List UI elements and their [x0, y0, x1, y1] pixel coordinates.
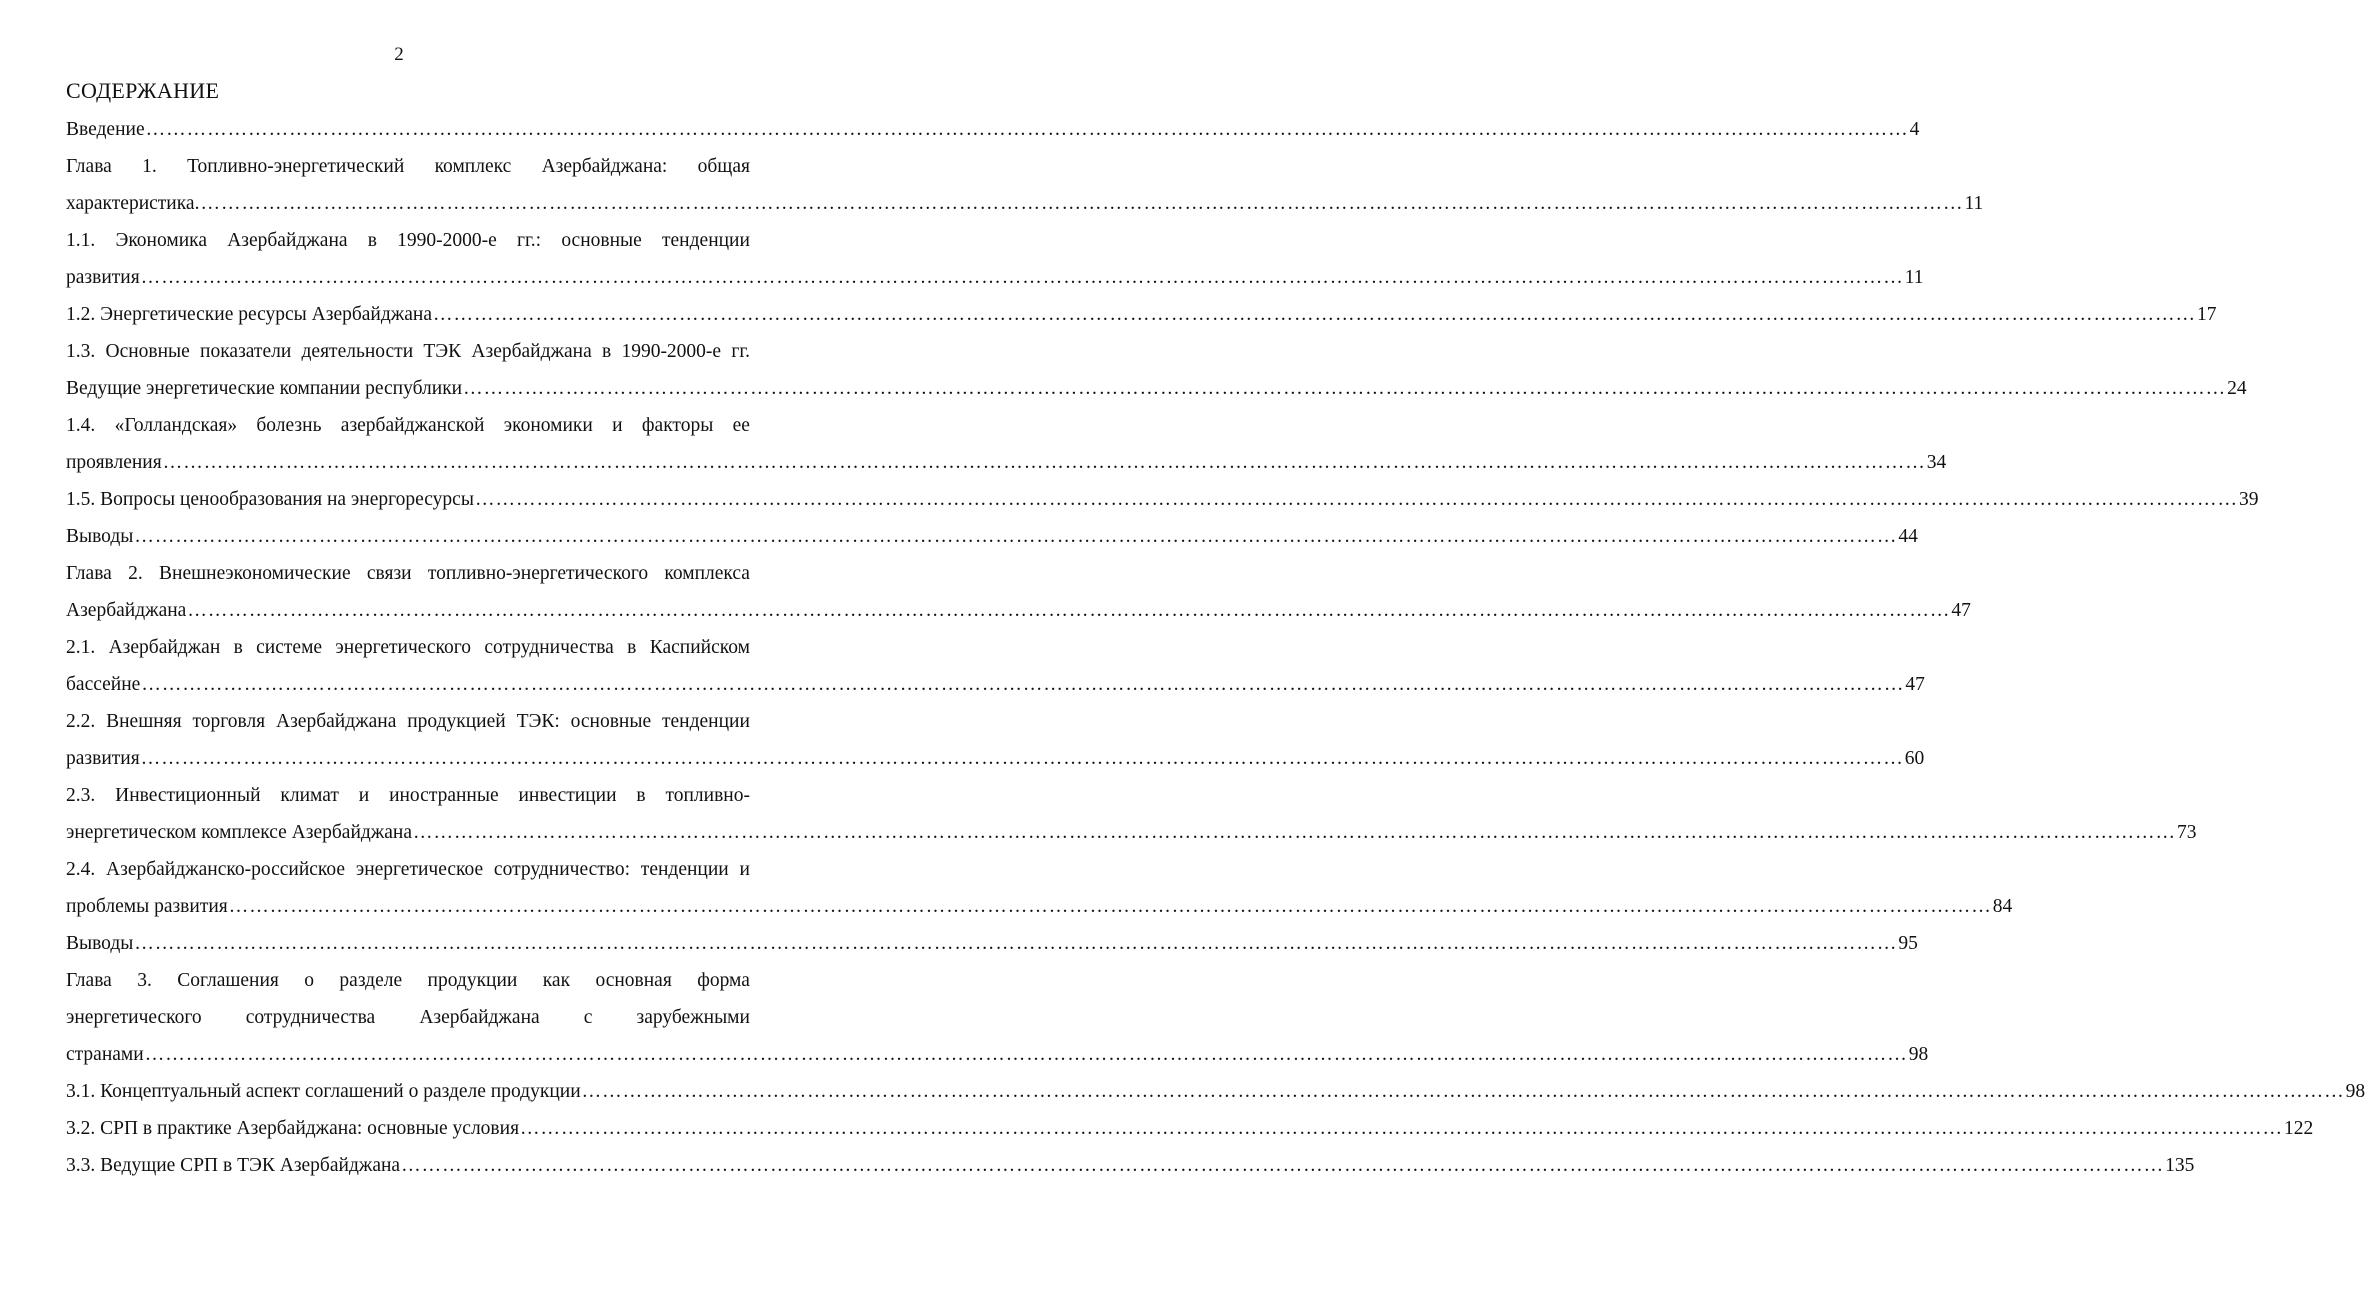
- toc-word: Азербайджан: [108, 637, 221, 658]
- dot-leader: ……………………………………………………………………………………………………………………………………………………………………………………………………………………………………: [144, 1044, 1908, 1065]
- toc-word: 2.: [128, 563, 143, 584]
- toc-entry-title: 3.1. Концептуальный аспект соглашений о разделе продукции: [66, 1081, 581, 1102]
- toc-entry-last-line: [66, 1073, 2365, 1110]
- toc-word: комплекс: [434, 156, 512, 177]
- toc-entry-title: бассейне: [66, 674, 141, 695]
- toc-word: в: [233, 637, 243, 658]
- toc-entry-line: [66, 777, 750, 814]
- toc-entry: [66, 518, 1918, 555]
- toc-entry-title: Введение: [66, 119, 145, 140]
- toc-entry-title: характеристика.: [66, 193, 200, 214]
- toc-entry: [66, 962, 1929, 1073]
- toc-entry-title: проявления: [66, 452, 162, 473]
- toc-entry-last-line: [66, 1147, 2195, 1184]
- toc-word: и: [358, 785, 370, 806]
- toc-word: разделе: [339, 970, 403, 991]
- toc-entry: [66, 629, 1925, 703]
- toc-word: 2.4.: [66, 859, 96, 880]
- toc-entry-line: [66, 851, 750, 888]
- toc-entry-title: странами: [66, 1044, 144, 1065]
- dot-leader: ……………………………………………………………………………………………………………………………………………………………………………………………………………………………………: [413, 822, 2177, 843]
- toc-entry-last-line: [66, 1110, 2314, 1147]
- dot-leader: ……………………………………………………………………………………………………………………………………………………………………………………………………………………………………: [401, 1155, 2165, 1176]
- toc-word: основные: [561, 230, 642, 251]
- dot-leader: ……………………………………………………………………………………………………………………………………………………………………………………………………………………………………: [134, 526, 1898, 547]
- toc-entry: [66, 777, 2197, 851]
- toc-entry: [66, 407, 1947, 481]
- toc-word: Соглашения: [177, 970, 279, 991]
- toc-word: 1.: [142, 156, 157, 177]
- toc-word: сотрудничества: [484, 637, 614, 658]
- toc-word: гг.:: [517, 230, 542, 251]
- toc-entry-last-line: [66, 666, 1925, 703]
- toc-entry: [66, 481, 2259, 518]
- toc-word: климат: [280, 785, 339, 806]
- toc-word: «Голландская»: [114, 415, 238, 436]
- toc-word: болезнь: [256, 415, 322, 436]
- toc-word: азербайджанской: [340, 415, 485, 436]
- toc-word: о: [304, 970, 315, 991]
- dot-leader: ……………………………………………………………………………………………………………………………………………………………………………………………………………………………………: [140, 267, 1904, 288]
- dot-leader: ……………………………………………………………………………………………………………………………………………………………………………………………………………………………………: [581, 1081, 2345, 1102]
- toc-entry-line: [66, 148, 750, 185]
- page-number: 2: [394, 44, 404, 65]
- toc-entry: [66, 703, 1925, 777]
- toc-word: сотрудничества: [245, 1007, 376, 1028]
- toc-word: топливно-энергетического: [427, 563, 649, 584]
- toc-entry-line: [66, 222, 750, 259]
- dot-leader: ……………………………………………………………………………………………………………………………………………………………………………………………………………………………………: [162, 452, 1926, 473]
- toc-entry: [66, 851, 2013, 925]
- toc-entry-last-line: [66, 814, 2197, 851]
- toc-entry-line: [66, 407, 750, 444]
- toc-entry: [66, 1147, 2195, 1184]
- toc-word: Инвестиционный: [115, 785, 261, 806]
- toc-word: в: [636, 785, 646, 806]
- toc-entry-title: 1.5. Вопросы ценообразования на энергоресурсы: [66, 489, 474, 510]
- toc-entry-title: Азербайджана: [66, 600, 187, 621]
- toc-word: Топливно-энергетический: [187, 156, 405, 177]
- toc-word: Азербайджана: [276, 711, 397, 732]
- toc-page-number: 60: [1904, 748, 1925, 769]
- toc-word: основная: [595, 970, 672, 991]
- toc-word: с: [583, 1007, 593, 1028]
- toc-page-number: 95: [1898, 933, 1918, 954]
- toc-word: 1990-2000-е: [397, 230, 497, 251]
- toc-entry-title: 1.2. Энергетические ресурсы Азербайджана: [66, 304, 432, 325]
- toc-page-number: 73: [2177, 822, 2197, 843]
- dot-leader: ……………………………………………………………………………………………………………………………………………………………………………………………………………………………………: [134, 933, 1898, 954]
- toc-entry-last-line: [66, 481, 2259, 518]
- toc-entry-title: Ведущие энергетические компании республики: [66, 378, 463, 399]
- toc-word: ТЭК:: [516, 711, 560, 732]
- toc-entry: [66, 111, 1920, 148]
- toc-word: сотрудничество:: [493, 859, 631, 880]
- toc-word: 2.3.: [66, 785, 96, 806]
- toc-word: 2.1.: [66, 637, 96, 658]
- toc-entry: [66, 222, 1924, 296]
- toc-word: комплекса: [664, 563, 750, 584]
- toc-page-number: 44: [1898, 526, 1918, 547]
- toc-word: 1.4.: [66, 415, 96, 436]
- toc-word: энергетическое: [355, 859, 484, 880]
- dot-leader: ……………………………………………………………………………………………………………………………………………………………………………………………………………………………………: [145, 119, 1909, 140]
- toc-page-number: 47: [1905, 674, 1925, 695]
- toc-entry: [66, 333, 2247, 407]
- toc-word: Внешнеэкономические: [159, 563, 351, 584]
- toc-page-number: 84: [1992, 896, 2013, 917]
- toc-word: тенденции: [662, 230, 750, 251]
- toc-page-number: 122: [2284, 1118, 2314, 1139]
- toc-entry-title: развития: [66, 748, 140, 769]
- toc-word: ТЭК: [423, 341, 462, 362]
- toc-entry-title: развития: [66, 267, 140, 288]
- toc-word: Глава: [66, 563, 112, 584]
- toc-word: Азербайджана: [227, 230, 348, 251]
- toc-entry-last-line: [66, 592, 1971, 629]
- dot-leader: ……………………………………………………………………………………………………………………………………………………………………………………………………………………………………: [463, 378, 2227, 399]
- dot-leader: ……………………………………………………………………………………………………………………………………………………………………………………………………………………………………: [228, 896, 1992, 917]
- toc-word: как: [542, 970, 571, 991]
- toc-entry: [66, 296, 2217, 333]
- toc-entry-line: [66, 962, 750, 999]
- toc-word: энергетического: [66, 1007, 202, 1028]
- toc-page-number: 4: [1909, 119, 1920, 140]
- toc-page-number: 47: [1951, 600, 1971, 621]
- toc-word: 1.1.: [66, 230, 96, 251]
- toc-word: топливно-: [665, 785, 750, 806]
- toc-word: зарубежными: [636, 1007, 750, 1028]
- toc-entry-line: [66, 555, 750, 592]
- toc-word: Азербайджанско-российское: [106, 859, 346, 880]
- toc-entry-last-line: [66, 185, 1984, 222]
- dot-leader: ……………………………………………………………………………………………………………………………………………………………………………………………………………………………………: [433, 304, 2196, 325]
- toc-entry-last-line: [66, 518, 1918, 555]
- toc-word: показатели: [200, 341, 292, 362]
- toc-word: Азербайджана: [471, 341, 592, 362]
- toc-entry-last-line: [66, 259, 1924, 296]
- table-of-contents: [66, 111, 2365, 1184]
- toc-entry-title: 3.2. СРП в практике Азербайджана: основные условия: [66, 1118, 520, 1139]
- toc-word: 3.: [137, 970, 152, 991]
- toc-word: Основные: [105, 341, 190, 362]
- toc-word: форма: [697, 970, 750, 991]
- toc-word: экономики: [503, 415, 593, 436]
- toc-word: Азербайджана:: [541, 156, 668, 177]
- toc-word: 1990-2000-е: [621, 341, 722, 362]
- toc-page-number: 11: [1964, 193, 1984, 214]
- toc-entry-line: [66, 999, 750, 1036]
- toc-word: Внешняя: [106, 711, 182, 732]
- toc-word: 2.2.: [66, 711, 96, 732]
- toc-entry-last-line: [66, 1036, 1929, 1073]
- toc-word: Глава: [66, 156, 112, 177]
- toc-entry-title: Выводы: [66, 526, 134, 547]
- toc-word: деятельности: [301, 341, 414, 362]
- toc-word: Каспийском: [649, 637, 750, 658]
- toc-entry-last-line: [66, 888, 2013, 925]
- toc-word: Экономика: [115, 230, 207, 251]
- toc-word: иностранные: [389, 785, 499, 806]
- toc-entry-line: [66, 333, 750, 370]
- toc-entry-last-line: [66, 444, 1947, 481]
- dot-leader: ……………………………………………………………………………………………………………………………………………………………………………………………………………………………………: [520, 1118, 2284, 1139]
- dot-leader: ……………………………………………………………………………………………………………………………………………………………………………………………………………………………………: [141, 674, 1905, 695]
- toc-word: факторы: [641, 415, 714, 436]
- toc-word: связи: [366, 563, 412, 584]
- toc-word: основные: [570, 711, 652, 732]
- toc-word: Азербайджана: [419, 1007, 540, 1028]
- toc-entry: [66, 1110, 2314, 1147]
- toc-page-number: 24: [2227, 378, 2247, 399]
- toc-page-number: 17: [2197, 304, 2217, 325]
- dot-leader: ……………………………………………………………………………………………………………………………………………………………………………………………………………………………………: [140, 748, 1904, 769]
- toc-page-number: 98: [1908, 1044, 1929, 1065]
- toc-entry-title: Выводы: [66, 933, 134, 954]
- toc-page-number: 98: [2345, 1081, 2365, 1102]
- toc-word: системе: [256, 637, 323, 658]
- toc-page-number: 34: [1926, 452, 1947, 473]
- dot-leader: ……………………………………………………………………………………………………………………………………………………………………………………………………………………………………: [200, 193, 1964, 214]
- toc-word: в: [601, 341, 612, 362]
- toc-entry: [66, 1073, 2365, 1110]
- toc-entry-last-line: [66, 740, 1925, 777]
- toc-word: в: [627, 637, 637, 658]
- toc-page-number: 135: [2165, 1155, 2195, 1176]
- dot-leader: ……………………………………………………………………………………………………………………………………………………………………………………………………………………………………: [474, 489, 2238, 510]
- toc-page-number: 39: [2238, 489, 2259, 510]
- toc-entry: [66, 925, 1918, 962]
- toc-word: продукцией: [407, 711, 506, 732]
- toc-word: торговля: [192, 711, 266, 732]
- toc-entry: [66, 148, 1984, 222]
- toc-entry-last-line: [66, 111, 1920, 148]
- toc-page-number: 11: [1904, 267, 1924, 288]
- toc-entry-title: 3.3. Ведущие СРП в ТЭК Азербайджана: [66, 1155, 401, 1176]
- toc-entry-line: [66, 703, 750, 740]
- toc-entry: [66, 555, 1971, 629]
- dot-leader: ……………………………………………………………………………………………………………………………………………………………………………………………………………………………………: [187, 600, 1951, 621]
- toc-word: гг.: [731, 341, 750, 362]
- toc-word: и: [612, 415, 623, 436]
- toc-title: СОДЕРЖАНИЕ: [66, 78, 220, 103]
- toc-word: инвестиции: [518, 785, 617, 806]
- toc-entry-last-line: [66, 296, 2217, 333]
- toc-word: общая: [697, 156, 750, 177]
- toc-word: 1.3.: [66, 341, 96, 362]
- toc-word: Глава: [66, 970, 112, 991]
- toc-entry-last-line: [66, 370, 2247, 407]
- toc-word: тенденции: [640, 859, 729, 880]
- toc-entry-title: проблемы развития: [66, 896, 228, 917]
- toc-word: и: [739, 859, 750, 880]
- toc-word: тенденции: [661, 711, 750, 732]
- toc-word: энергетического: [335, 637, 472, 658]
- toc-word: ее: [732, 415, 750, 436]
- toc-word: продукции: [427, 970, 518, 991]
- toc-entry-title: энергетическом комплексе Азербайджана: [66, 822, 413, 843]
- toc-entry-last-line: [66, 925, 1918, 962]
- toc-entry-line: [66, 629, 750, 666]
- toc-word: в: [367, 230, 377, 251]
